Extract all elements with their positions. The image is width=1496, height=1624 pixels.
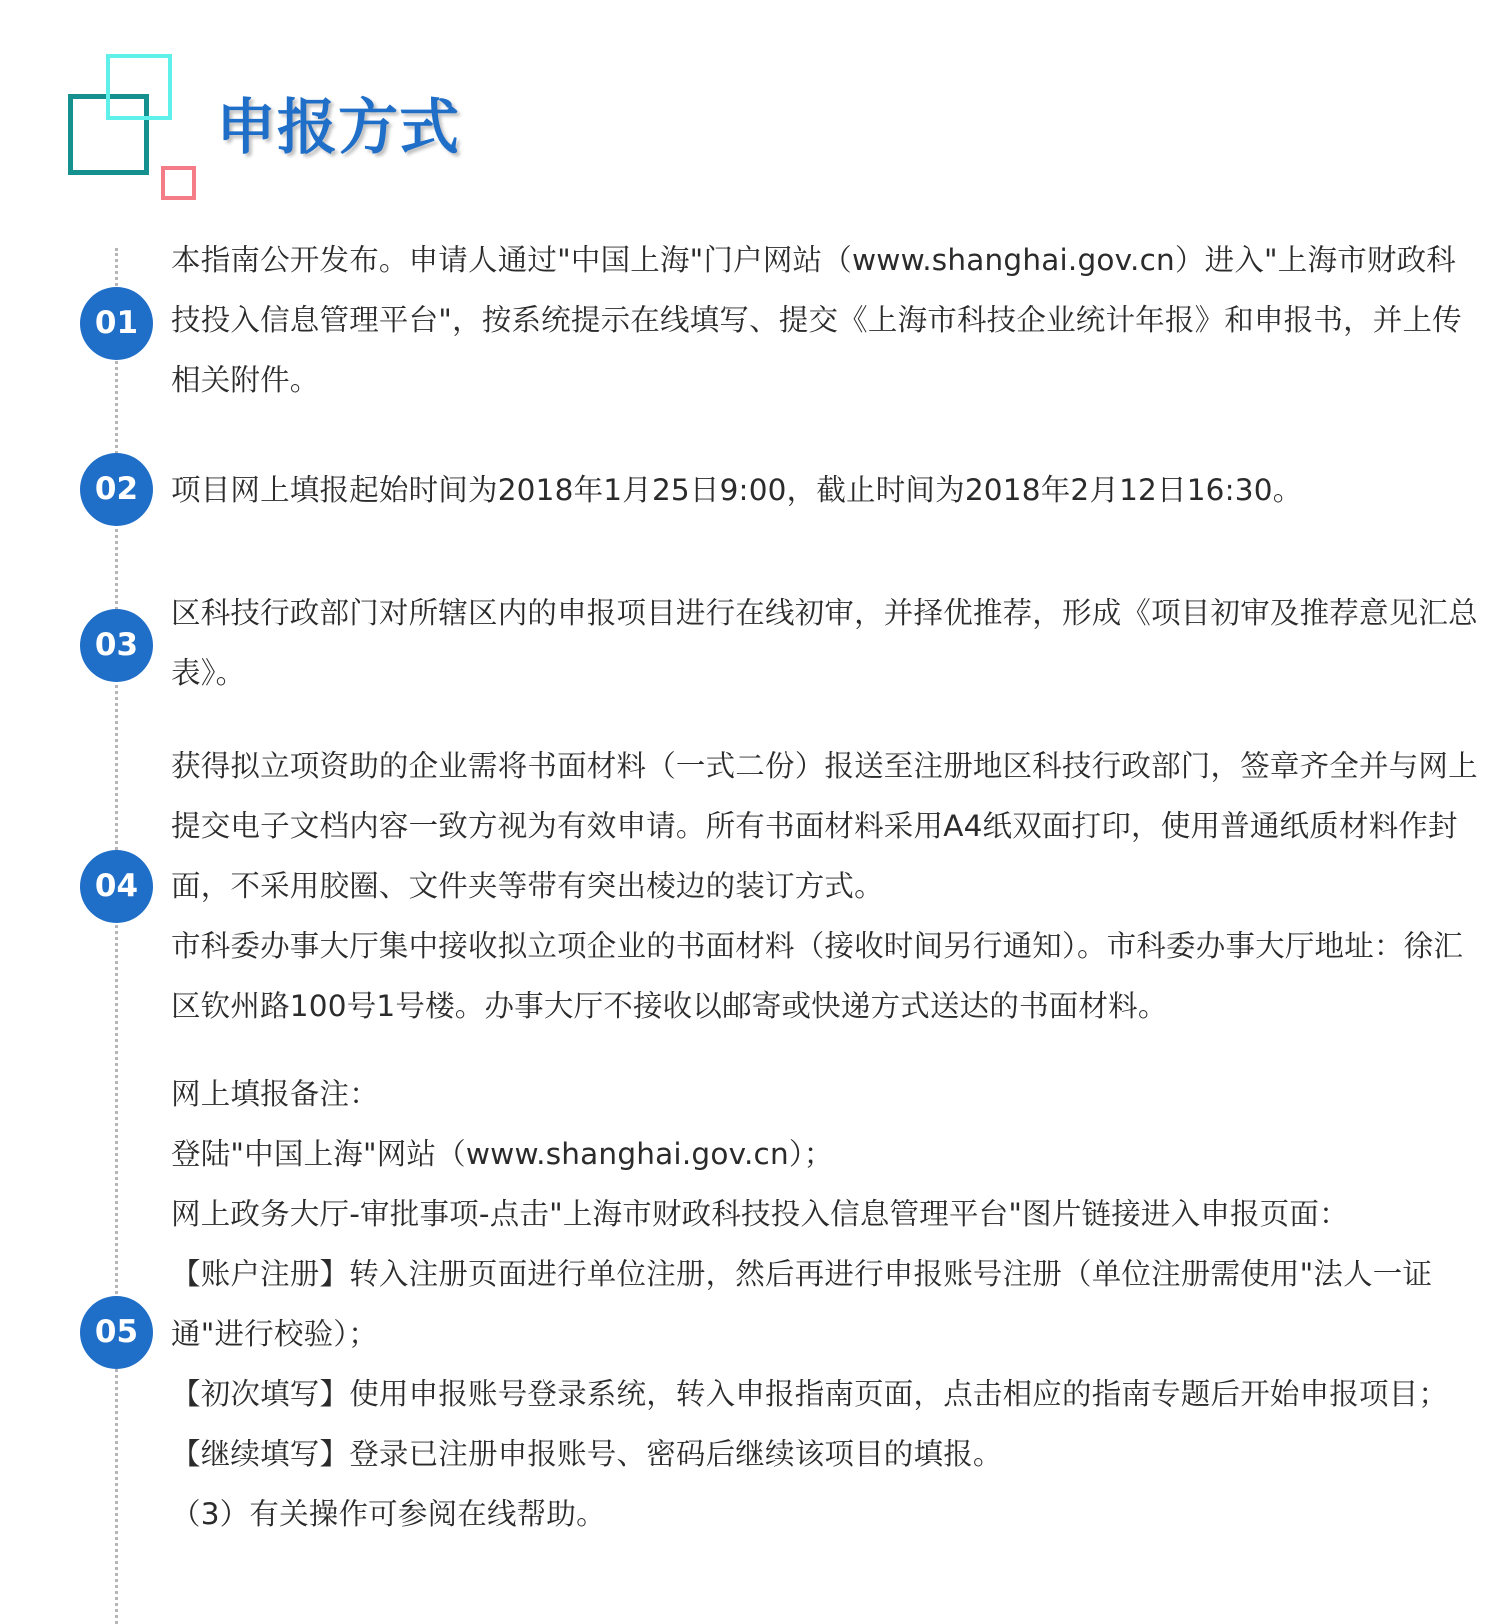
step-03-paragraph: 区科技行政部门对所辖区内的申报项目进行在线初审，并择优推荐，形成《项目初审及推荐意见汇总表》。 [171, 596, 1478, 690]
decorative-square-cyan [106, 54, 172, 120]
step-text-04 [171, 736, 1485, 1036]
step-05-line-login: 登陆"中国上海"网站（www.shanghai.gov.cn）； [171, 1137, 834, 1171]
step-04-paragraph-1: 获得拟立项资助的企业需将书面材料（一式二份）报送至注册地区科技行政部门，签章齐全并与网上提交电子文档内容一致方视为有效申请。所有书面材料采用A4纸双面打印，使用普通纸质材料作封面，不采用胶圈、文件夹等带有突出棱边的装订方式。 [171, 749, 1478, 903]
step-text-02 [171, 460, 1485, 520]
step-text-01 [171, 230, 1485, 410]
step-badge-04: 04 [80, 850, 153, 923]
step-badge-03: 03 [80, 609, 153, 682]
step-05-line-remark: 网上填报备注： [171, 1077, 379, 1111]
step-01-paragraph: 本指南公开发布。申请人通过"中国上海"门户网站（www.shanghai.gov.cn）进入"上海市财政科技投入信息管理平台"，按系统提示在线填写、提交《上海市科技企业统计年报》和申报书，并上传相关附件。 [171, 243, 1462, 397]
step-02-paragraph: 项目网上填报起始时间为2018年1月25日9:00，截止时间为2018年2月12日16:30。 [171, 473, 1303, 507]
step-badge-05: 05 [80, 1296, 153, 1369]
decorative-square-pink [161, 166, 196, 200]
step-text-05 [171, 1064, 1485, 1544]
step-05-line-account-register: 【账户注册】转入注册页面进行单位注册，然后再进行申报账号注册（单位注册需使用"法人一证通"进行校验）； [171, 1257, 1433, 1351]
step-05-line-first-fill: 【初次填写】使用申报账号登录系统，转入申报指南页面，点击相应的指南专题后开始申报项目； [171, 1377, 1449, 1411]
step-text-03 [171, 583, 1485, 703]
step-04-paragraph-2: 市科委办事大厅集中接收拟立项企业的书面材料（接收时间另行通知）。市科委办事大厅地址：徐汇区钦州路100号1号楼。办事大厅不接收以邮寄或快递方式送达的书面材料。 [171, 929, 1464, 1023]
step-05-line-continue-fill: 【继续填写】登录已注册申报账号、密码后继续该项目的填报。 [171, 1437, 1003, 1471]
step-05-line-navigation: 网上政务大厅-审批事项-点击"上海市财政科技投入信息管理平台"图片链接进入申报页面： [171, 1197, 1349, 1231]
step-badge-02: 02 [80, 453, 153, 526]
step-badge-01: 01 [80, 287, 153, 360]
step-05-line-help: （3）有关操作可参阅在线帮助。 [171, 1497, 606, 1531]
page-title: 申报方式 [216, 93, 460, 163]
